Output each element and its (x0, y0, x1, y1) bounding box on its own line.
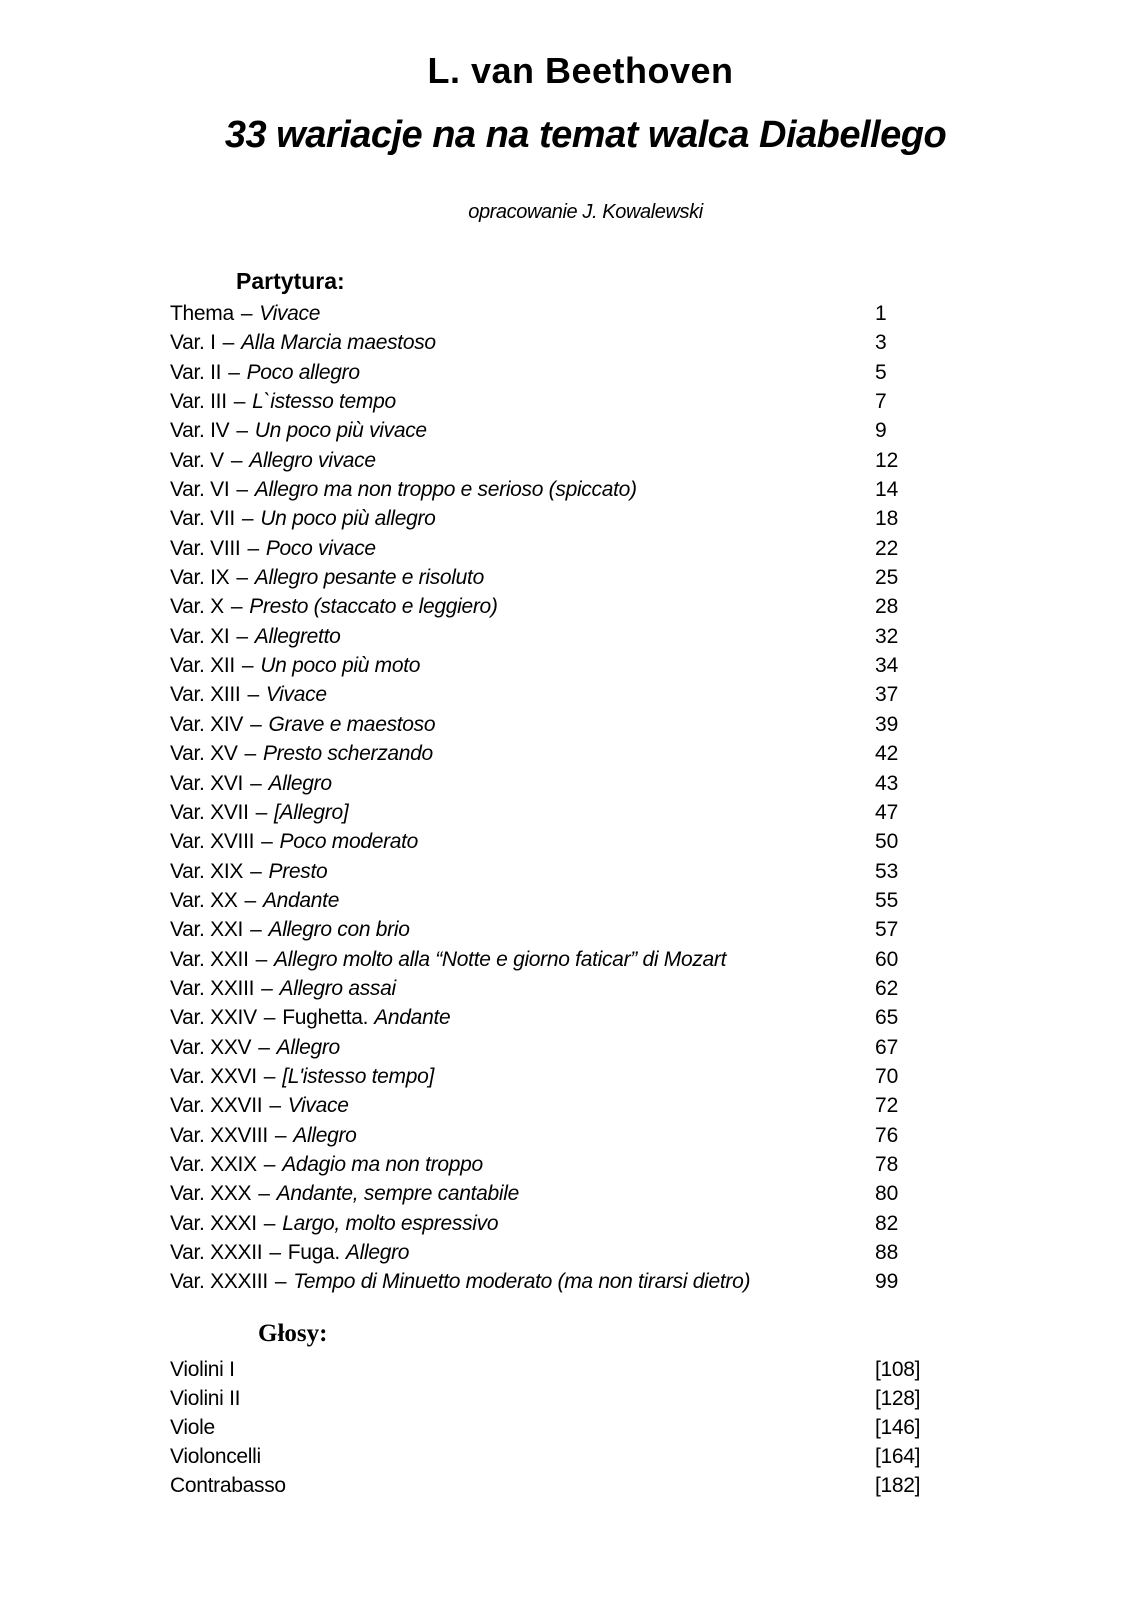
tempo-marking: Allegro assai (279, 976, 396, 1000)
tempo-marking: Largo, molto espressivo (282, 1211, 499, 1235)
toc-row (170, 1179, 960, 1208)
tempo-marking: Allegro (276, 1035, 340, 1059)
movement-name: Fughetta. (282, 1006, 369, 1030)
instrument-part-label: Violoncelli (170, 1445, 261, 1469)
dash-separator: – (247, 536, 259, 560)
partytura-heading: Partytura: (236, 268, 345, 294)
tempo-marking: Allegretto (254, 624, 341, 648)
tempo-marking: Poco vivace (265, 536, 376, 560)
toc-row (170, 1121, 960, 1150)
variation-label: Var. VI (170, 478, 230, 502)
toc-row (170, 416, 960, 445)
tempo-marking: Poco allegro (246, 360, 360, 384)
toc-row (170, 1267, 960, 1296)
variation-label: Var. XIX (170, 859, 244, 883)
work-title: 33 wariacje na na temat walca Diabellego (224, 114, 947, 156)
tempo-marking: Andante, sempre cantabile (276, 1182, 519, 1206)
dash-separator: – (258, 1182, 270, 1206)
page-number: 82 (875, 1211, 899, 1235)
variation-label: Var. XXX (170, 1182, 252, 1206)
variation-label: Var. XXII (170, 947, 249, 971)
toc-row (170, 475, 960, 504)
toc-row (170, 1150, 960, 1179)
page-number: 12 (875, 448, 899, 472)
page-number: 65 (875, 1006, 899, 1030)
toc-row (170, 592, 960, 621)
dash-separator: – (230, 595, 243, 619)
toc-row (170, 1091, 960, 1120)
part-row (170, 1384, 960, 1413)
dash-separator: – (269, 1241, 281, 1264)
page-number: [146] (875, 1416, 921, 1440)
variation-label: Var. X (170, 595, 224, 619)
part-row (170, 1355, 960, 1384)
page-number: 88 (875, 1241, 899, 1264)
dash-separator: – (236, 624, 248, 648)
tempo-marking: Vivace (259, 302, 321, 325)
page-number: 70 (875, 1064, 899, 1088)
toc-row (170, 1238, 960, 1267)
page-number: [164] (875, 1445, 921, 1469)
page-number: 3 (875, 331, 887, 355)
variation-label: Var. XVII (170, 800, 249, 824)
variation-label: Var. VIII (170, 536, 241, 560)
variation-label: Var. IX (170, 566, 230, 590)
tempo-marking: Andante (374, 1006, 451, 1030)
tempo-marking: Grave e maestoso (268, 712, 436, 736)
toc-row (170, 827, 960, 856)
variation-label: Var. XIV (170, 712, 244, 736)
dash-separator: – (233, 390, 246, 414)
dash-separator: – (241, 507, 254, 531)
toc-row (170, 710, 960, 739)
tempo-marking: [L'istesso tempo] (282, 1064, 435, 1088)
page-number: 60 (875, 947, 899, 971)
page-number: 32 (875, 624, 899, 648)
variation-label: Var. II (170, 360, 222, 384)
toc-row (170, 1209, 960, 1238)
toc-row (170, 769, 960, 798)
arranger-credit: opracowanie J. Kowalewski (468, 201, 703, 223)
variation-label: Var. I (170, 331, 216, 355)
page-number: 57 (875, 918, 899, 942)
dash-separator: – (244, 742, 256, 766)
page-number: 22 (875, 536, 899, 560)
toc-row (170, 974, 960, 1003)
toc-row (170, 563, 960, 592)
dash-separator: – (250, 859, 262, 883)
variation-label: Var. XXV (170, 1035, 252, 1059)
dash-separator: – (250, 712, 262, 736)
page-number: 7 (875, 390, 887, 414)
variation-label: Var. XVI (170, 771, 244, 795)
page-number: 1 (875, 302, 887, 325)
variation-label: Var. XXI (170, 918, 244, 942)
variation-label: Var. XXXIII (170, 1270, 268, 1294)
dash-separator: – (250, 771, 262, 795)
dash-separator: – (269, 1094, 281, 1118)
tempo-marking: Allegro (268, 771, 332, 795)
dash-separator: – (240, 302, 253, 325)
variation-label: Var. III (170, 390, 227, 414)
dash-separator: – (250, 918, 262, 942)
toc-row (170, 504, 960, 533)
toc-row (170, 886, 960, 915)
page-number: [108] (875, 1358, 921, 1381)
instrument-part-label: Viole (170, 1416, 215, 1440)
page-number: 28 (875, 595, 899, 619)
tempo-marking: Un poco più allegro (260, 507, 436, 531)
page-number: 25 (875, 566, 899, 590)
page-number: 39 (875, 712, 899, 736)
page-number: [182] (875, 1474, 921, 1498)
page-number: 80 (875, 1182, 899, 1206)
toc-row (170, 798, 960, 827)
tempo-marking: Presto scherzando (262, 742, 433, 766)
instrument-part-label: Violini I (170, 1358, 235, 1381)
tempo-marking: Allegro con brio (268, 918, 410, 942)
dash-separator: – (236, 419, 248, 443)
page-number: 47 (875, 800, 899, 824)
tempo-marking: Adagio ma non troppo (282, 1152, 483, 1176)
tempo-marking: Allegro vivace (249, 448, 376, 472)
variation-label: Var. XXVIII (170, 1123, 268, 1147)
dash-separator: – (222, 331, 235, 355)
variation-label: Var. XXVII (170, 1094, 263, 1118)
page-number: 18 (875, 507, 899, 531)
toc-row (170, 328, 960, 357)
page-number: 34 (875, 654, 899, 678)
variation-label: Var. V (170, 448, 224, 472)
page-number: 67 (875, 1035, 899, 1059)
tempo-marking: Andante (262, 888, 340, 912)
toc-row (170, 915, 960, 944)
dash-separator: – (263, 1211, 276, 1235)
instrument-part-label: Contrabasso (170, 1474, 286, 1498)
page-number: 37 (875, 683, 899, 707)
toc-row (170, 299, 960, 328)
dash-separator: – (255, 800, 268, 824)
tempo-marking: Alla Marcia maestoso (241, 331, 436, 355)
page-number: 72 (875, 1094, 899, 1118)
variation-label: Var. VII (170, 507, 235, 531)
glosy-heading: Głosy: (258, 1320, 328, 1347)
tempo-marking: Vivace (265, 683, 327, 707)
dash-separator: – (247, 683, 259, 707)
toc-row (170, 446, 960, 475)
dash-separator: – (274, 1123, 287, 1147)
tempo-marking: Allegro ma non troppo e serioso (spiccato) (254, 478, 637, 502)
part-row (170, 1413, 960, 1442)
dash-separator: – (236, 478, 248, 502)
page-number: 9 (875, 419, 887, 443)
page-number: 76 (875, 1123, 899, 1147)
variation-label: Var. XXXI (170, 1211, 257, 1235)
composer-title: L. van Beethoven (427, 50, 734, 91)
tempo-marking: Poco moderato (279, 830, 419, 854)
toc-row (170, 680, 960, 709)
glosy-list (170, 1355, 960, 1500)
toc-row (170, 358, 960, 387)
tempo-marking: Tempo di Minuetto moderato (ma non tirarsi dietro) (293, 1270, 751, 1294)
page-number: 78 (875, 1152, 899, 1176)
tempo-marking: [Allegro] (274, 800, 349, 824)
movement-name: Fuga. (287, 1241, 340, 1264)
instrument-part-label: Violini II (170, 1387, 241, 1411)
variation-label: Var. XV (170, 742, 238, 766)
variation-label: Var. XXXII (170, 1241, 263, 1264)
tempo-marking: Presto (staccato e leggiero) (249, 595, 498, 619)
toc-row (170, 945, 960, 974)
partytura-list (170, 299, 960, 1297)
dash-separator: – (230, 448, 243, 472)
toc-row (170, 651, 960, 680)
part-row (170, 1471, 960, 1500)
tempo-marking: Presto (268, 859, 328, 883)
toc-row (170, 857, 960, 886)
dash-separator: – (241, 654, 254, 678)
dash-separator: – (263, 1006, 276, 1030)
toc-row (170, 739, 960, 768)
dash-separator: – (263, 1064, 276, 1088)
dash-separator: – (228, 360, 240, 384)
tempo-marking: Allegro molto alla “Notte e giorno faticar” di Mozart (274, 947, 727, 971)
dash-separator: – (263, 1152, 276, 1176)
variation-label: Var. XIII (170, 683, 241, 707)
dash-separator: – (261, 830, 273, 854)
page-number: 43 (875, 771, 899, 795)
page-number: 5 (875, 360, 887, 384)
tempo-marking: L`istesso tempo (252, 390, 396, 414)
variation-label: Var. XI (170, 624, 230, 648)
variation-label: Var. XXIV (170, 1006, 257, 1030)
page-number: 99 (875, 1270, 899, 1294)
page-number: 55 (875, 888, 899, 912)
tempo-marking: Allegro (293, 1123, 357, 1147)
dash-separator: – (274, 1270, 287, 1294)
variation-label: Var. XII (170, 654, 235, 678)
page-number: 50 (875, 830, 899, 854)
tempo-marking: Allegro (345, 1241, 410, 1264)
part-row (170, 1442, 960, 1471)
page-number: 14 (875, 478, 899, 502)
toc-row (170, 387, 960, 416)
variation-label: Var. XX (170, 888, 238, 912)
variation-label: Thema (170, 302, 234, 325)
tempo-marking: Un poco più vivace (254, 419, 427, 443)
dash-separator: – (258, 1035, 270, 1059)
tempo-marking: Allegro pesante e risoluto (254, 566, 484, 590)
tempo-marking: Vivace (287, 1094, 349, 1118)
variation-label: Var. IV (170, 419, 230, 443)
variation-label: Var. XXVI (170, 1064, 257, 1088)
page-number: 62 (875, 976, 899, 1000)
toc-row (170, 1033, 960, 1062)
toc-row (170, 534, 960, 563)
toc-row (170, 1003, 960, 1032)
page-number: 42 (875, 742, 899, 766)
dash-separator: – (244, 888, 256, 912)
variation-label: Var. XVIII (170, 830, 255, 854)
dash-separator: – (261, 976, 273, 1000)
dash-separator: – (255, 947, 268, 971)
page-number: [128] (875, 1387, 921, 1411)
tempo-marking: Un poco più moto (260, 654, 421, 678)
page-number: 53 (875, 859, 899, 883)
toc-row (170, 622, 960, 651)
dash-separator: – (236, 566, 248, 590)
toc-row (170, 1062, 960, 1091)
variation-label: Var. XXIX (170, 1152, 257, 1176)
variation-label: Var. XXIII (170, 976, 255, 1000)
